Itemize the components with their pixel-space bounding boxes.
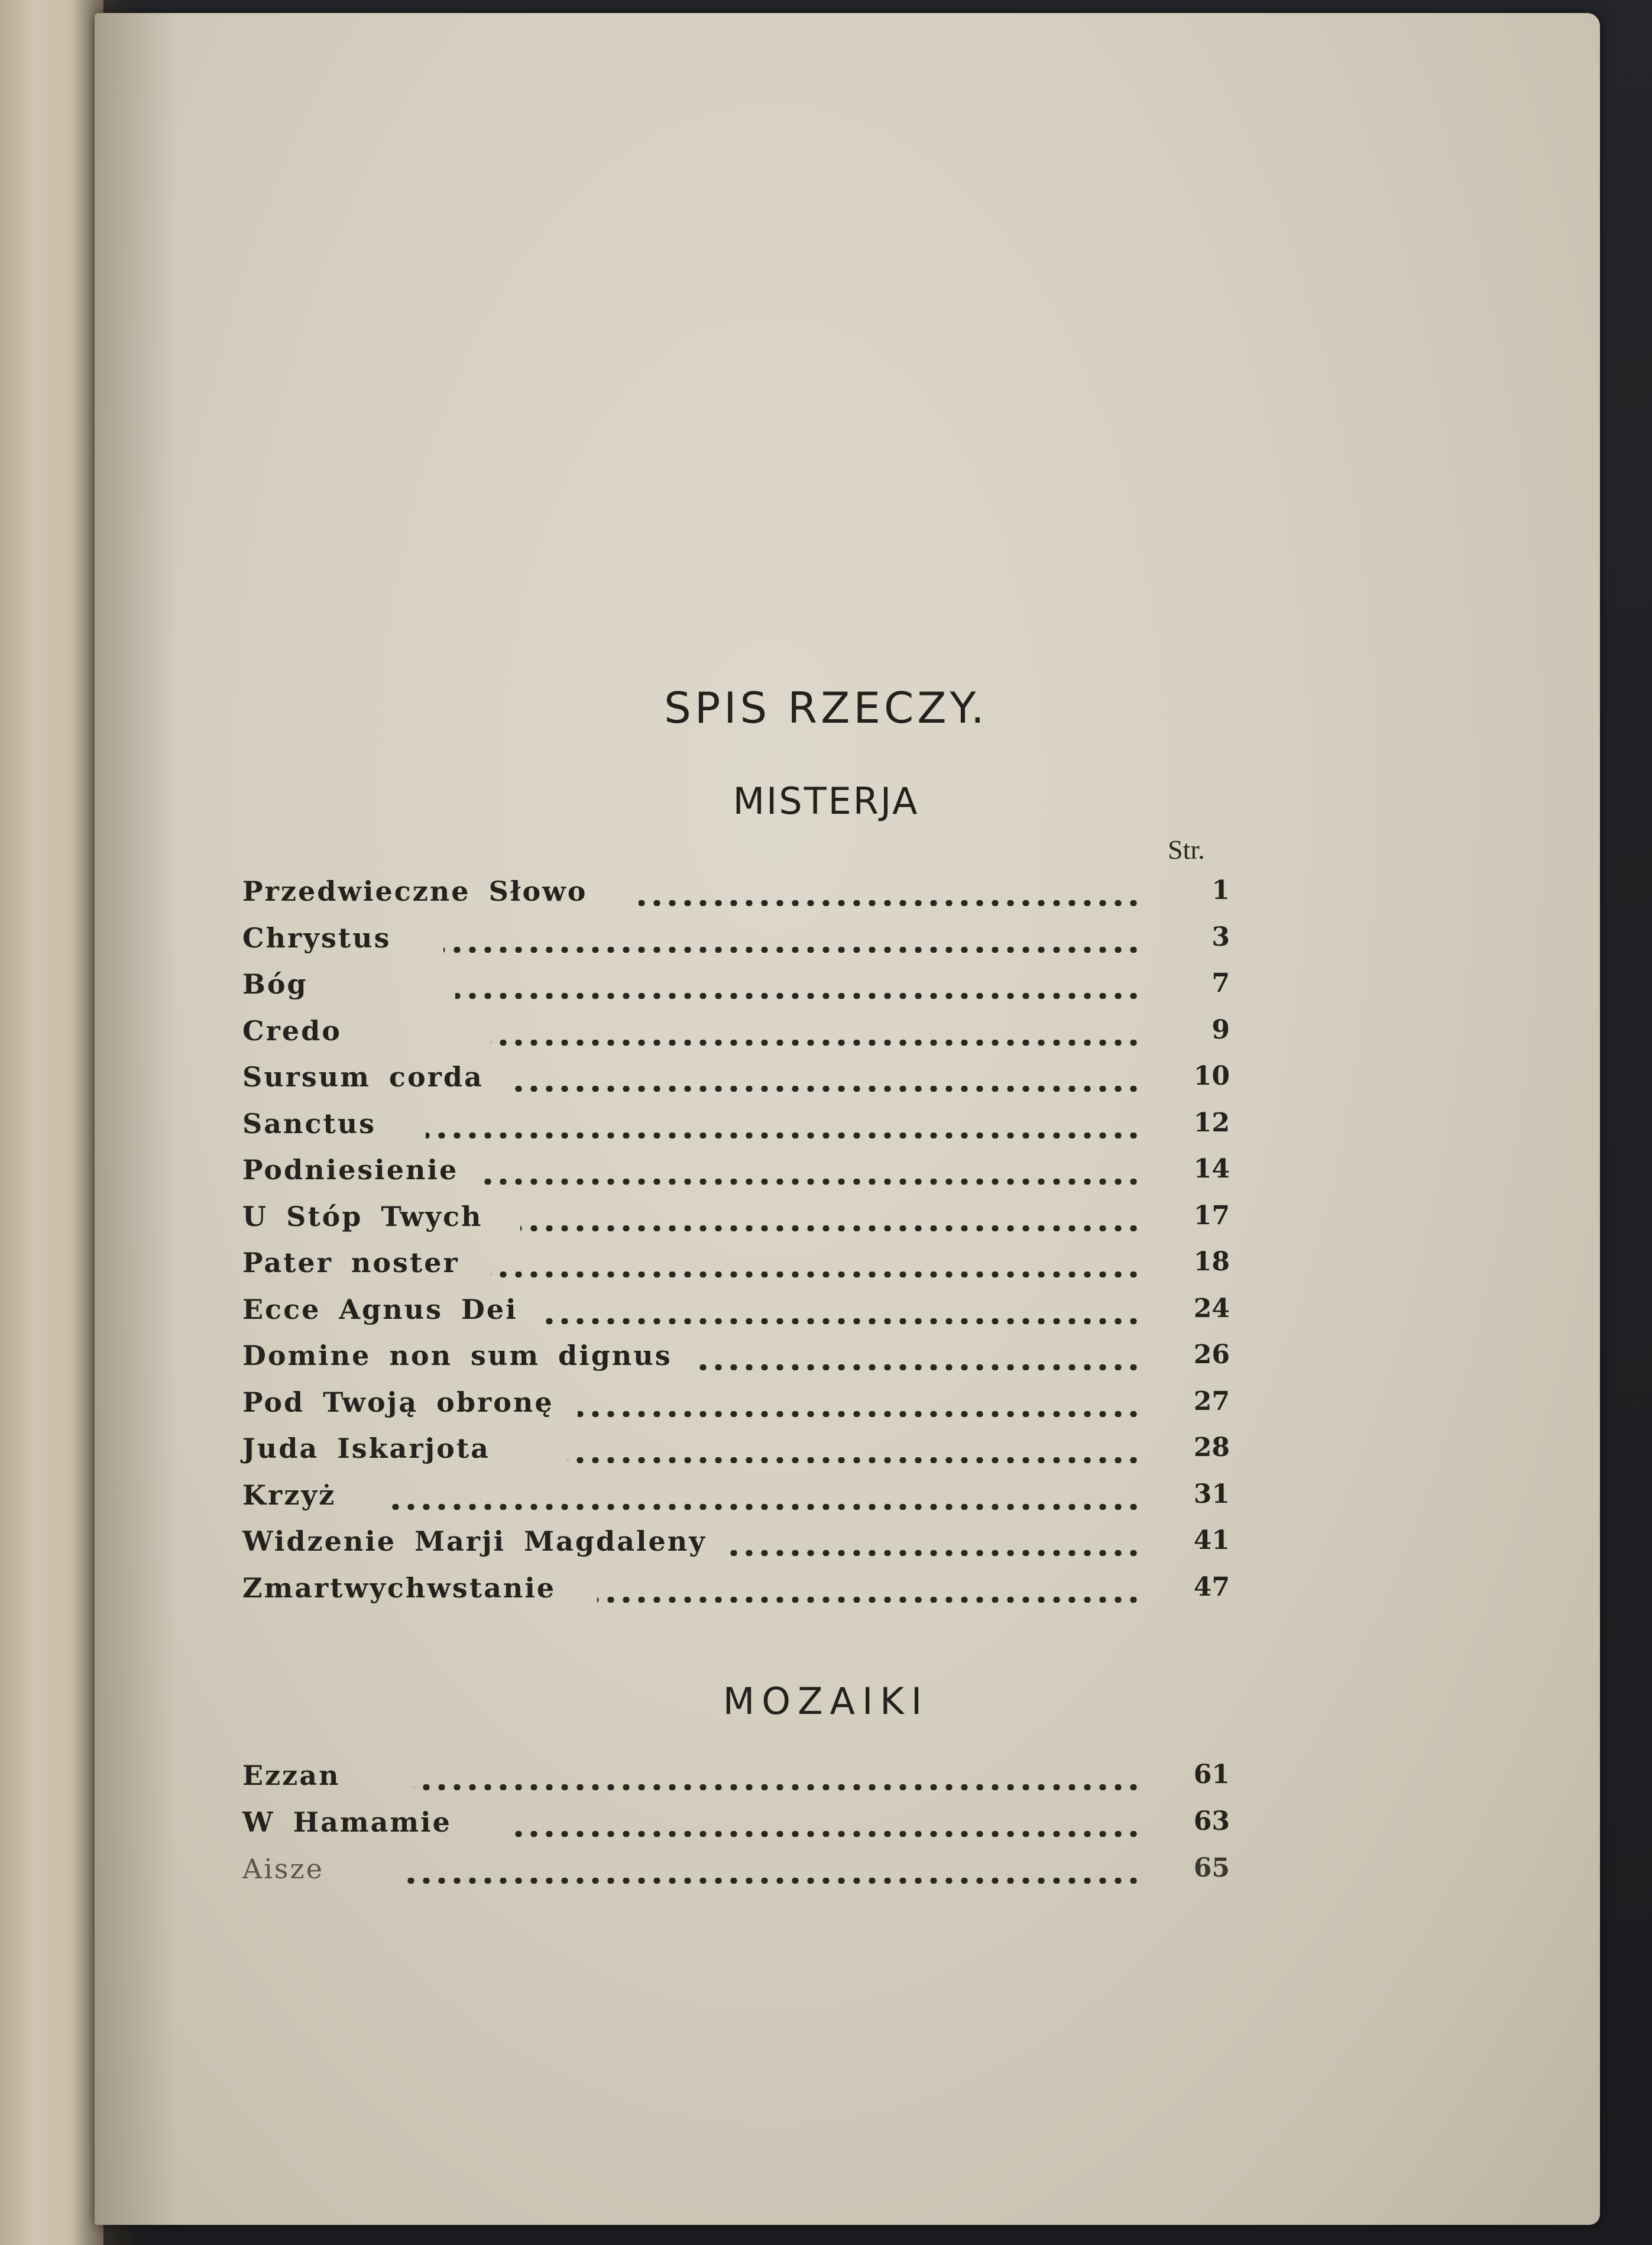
toc-entry bbox=[242, 1247, 1230, 1288]
toc-entry bbox=[242, 1572, 1230, 1613]
toc-dot-leader bbox=[482, 1179, 1141, 1185]
toc-entry-title: Ecce Agnus Dei bbox=[242, 1293, 518, 1325]
toc-entry-page-number: 28 bbox=[1193, 1432, 1230, 1463]
toc-dot-leader bbox=[491, 1272, 1141, 1277]
page-column-label: Str. bbox=[1168, 834, 1205, 865]
toc-entry bbox=[242, 1525, 1230, 1567]
toc-entry bbox=[242, 1806, 1230, 1848]
toc-dot-leader bbox=[402, 1878, 1141, 1884]
toc-dot-leader bbox=[597, 1597, 1141, 1603]
toc-entry-title: Pater noster bbox=[242, 1247, 459, 1279]
toc-entry bbox=[242, 1015, 1230, 1056]
toc-dot-leader bbox=[414, 1784, 1141, 1790]
toc-entry-page-number: 12 bbox=[1193, 1107, 1230, 1138]
toc-entry-title: Credo bbox=[242, 1014, 342, 1047]
toc-entry-page-number: 3 bbox=[1212, 921, 1230, 952]
toc-entry bbox=[242, 1108, 1230, 1149]
toc-dot-leader bbox=[508, 1086, 1141, 1092]
toc-entry bbox=[242, 1853, 1230, 1894]
toc-entry-title: W Hamamie bbox=[242, 1806, 452, 1838]
section-heading-mozaiki: MOZAIKI bbox=[723, 1680, 929, 1723]
toc-entry bbox=[242, 1061, 1230, 1102]
toc-entry-title: Sanctus bbox=[242, 1107, 377, 1140]
toc-entry-page-number: 18 bbox=[1193, 1247, 1230, 1277]
section-heading-misterja: MISTERJA bbox=[733, 779, 919, 823]
toc-entry bbox=[242, 922, 1230, 963]
toc-entry-page-number: 27 bbox=[1193, 1386, 1230, 1416]
toc-entry-title: Ezzan bbox=[242, 1759, 341, 1791]
toc-entry bbox=[242, 875, 1230, 917]
toc-dot-leader bbox=[491, 1040, 1141, 1046]
toc-entry bbox=[242, 1479, 1230, 1521]
toc-entry bbox=[242, 1432, 1230, 1474]
toc-entry bbox=[242, 1154, 1230, 1195]
toc-entry-page-number: 26 bbox=[1193, 1340, 1230, 1370]
toc-dot-leader bbox=[426, 1133, 1141, 1138]
toc-entry-title: Domine non sum dignus bbox=[242, 1340, 672, 1371]
toc-entry-title: Bóg bbox=[242, 968, 308, 1000]
toc-entry-page-number: 31 bbox=[1193, 1479, 1230, 1509]
toc-entry-title: Podniesienie bbox=[242, 1154, 459, 1186]
toc-dot-leader bbox=[520, 1225, 1141, 1231]
toc-entry-title: Chrystus bbox=[242, 921, 391, 954]
toc-dot-leader bbox=[455, 993, 1141, 999]
toc-dot-leader bbox=[568, 1457, 1141, 1463]
toc-entry-title: U Stóp Twych bbox=[242, 1200, 483, 1233]
toc-entry-page-number: 61 bbox=[1193, 1759, 1230, 1790]
toc-entry bbox=[242, 1386, 1230, 1428]
toc-dot-leader bbox=[730, 1550, 1141, 1556]
toc-entry bbox=[242, 1340, 1230, 1381]
toc-entry bbox=[242, 968, 1230, 1010]
toc-entry-title: Krzyż bbox=[242, 1479, 336, 1511]
toc-entry-title: Zmartwychwstanie bbox=[242, 1571, 556, 1604]
toc-entry-page-number: 63 bbox=[1193, 1806, 1230, 1836]
toc-entry-title: Sursum corda bbox=[242, 1061, 484, 1093]
toc-entry-page-number: 17 bbox=[1193, 1200, 1230, 1231]
toc-entry bbox=[242, 1293, 1230, 1335]
toc-entry-page-number: 47 bbox=[1193, 1571, 1230, 1602]
toc-entry bbox=[242, 1201, 1230, 1242]
toc-entry-page-number: 14 bbox=[1193, 1154, 1230, 1184]
toc-entry-page-number: 41 bbox=[1193, 1525, 1230, 1555]
toc-entry-page-number: 7 bbox=[1212, 968, 1230, 998]
toc-dot-leader bbox=[443, 947, 1141, 953]
toc-entry-page-number: 10 bbox=[1193, 1061, 1230, 1091]
page-title: SPIS RZECZY. bbox=[664, 683, 988, 733]
toc-entry-page-number: 9 bbox=[1212, 1014, 1230, 1045]
toc-entry bbox=[242, 1759, 1230, 1801]
toc-entry-title: Aisze bbox=[242, 1853, 324, 1885]
toc-entry-page-number: 24 bbox=[1193, 1293, 1230, 1324]
toc-entry-title: Pod Twoją obronę bbox=[242, 1386, 554, 1418]
toc-dot-leader bbox=[696, 1364, 1141, 1370]
toc-entry-title: Widzenie Marji Magdaleny bbox=[242, 1525, 707, 1557]
toc-dot-leader bbox=[578, 1411, 1141, 1417]
toc-dot-leader bbox=[384, 1504, 1141, 1510]
toc-dot-leader bbox=[511, 1831, 1141, 1837]
toc-dot-leader bbox=[639, 900, 1141, 906]
toc-entry-title: Juda Iskarjota bbox=[242, 1432, 490, 1464]
toc-entry-title: Przedwieczne Słowo bbox=[242, 875, 588, 907]
toc-entry-page-number: 1 bbox=[1212, 875, 1230, 905]
page-gutter-shade bbox=[95, 13, 177, 2225]
toc-entry-page-number: 65 bbox=[1193, 1853, 1230, 1883]
toc-dot-leader bbox=[542, 1318, 1141, 1324]
